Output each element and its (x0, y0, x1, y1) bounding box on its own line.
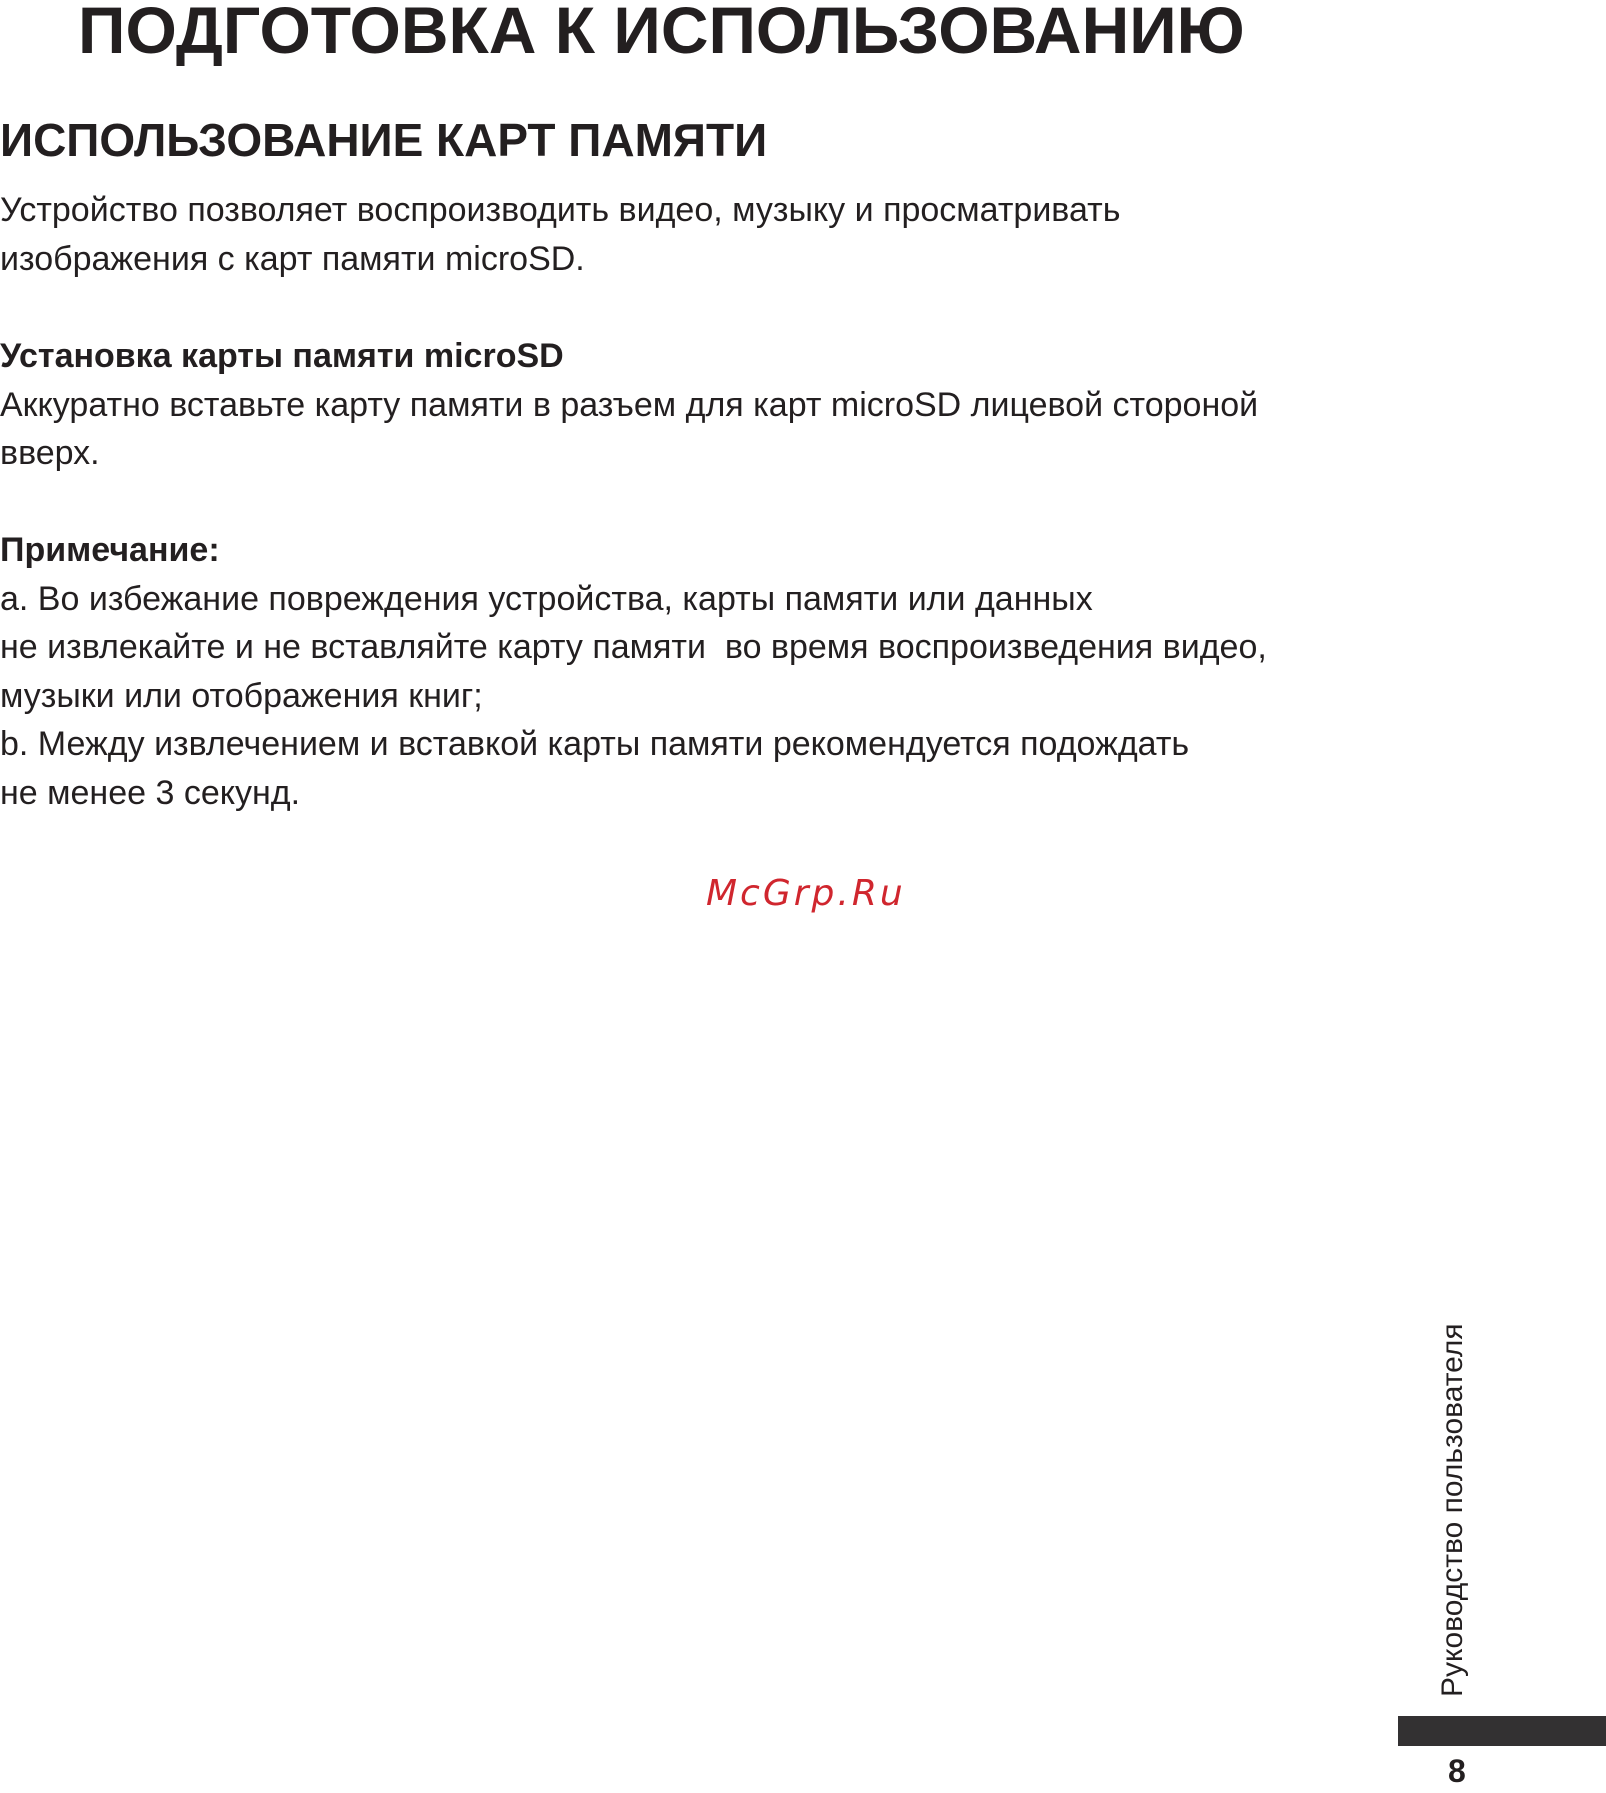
install-line: вверх. (0, 434, 100, 472)
side-label: Руководство пользователя (1436, 1323, 1469, 1697)
install-line: Аккуратно вставьте карту памяти в разъем для карт microSD лицевой стороной (0, 385, 1259, 424)
note-heading: Примечание: (0, 531, 220, 569)
page-title: ПОДГОТОВКА К ИСПОЛЬЗОВАНИЮ (78, 0, 1245, 67)
page-number: 8 (1448, 1753, 1466, 1789)
section-title: ИСПОЛЬЗОВАНИЕ КАРТ ПАМЯТИ (0, 114, 768, 166)
footer-bar (1398, 1716, 1606, 1746)
intro-line: Устройство позволяет воспроизводить видео, музыку и просматривать (0, 191, 1121, 229)
note-line: a. Во избежание повреждения устройства, карты памяти или данных (0, 579, 1093, 618)
intro-paragraph (0, 186, 1420, 283)
watermark-text: McGrp.Ru (706, 873, 906, 914)
install-section (0, 332, 1420, 478)
note-line: не менее 3 секунд. (0, 773, 301, 812)
install-heading: Установка карты памяти microSD (0, 337, 564, 375)
note-line: b. Между извлечением и вставкой карты памяти рекомендуется подождать (0, 725, 1190, 763)
note-line: не извлекайте и не вставляйте карту памяти во время воспроизведения видео, (0, 628, 1267, 666)
note-line: музыки или отображения книг; (0, 676, 483, 715)
note-section (0, 526, 1420, 817)
intro-line: изображения с карт памяти microSD. (0, 239, 585, 278)
